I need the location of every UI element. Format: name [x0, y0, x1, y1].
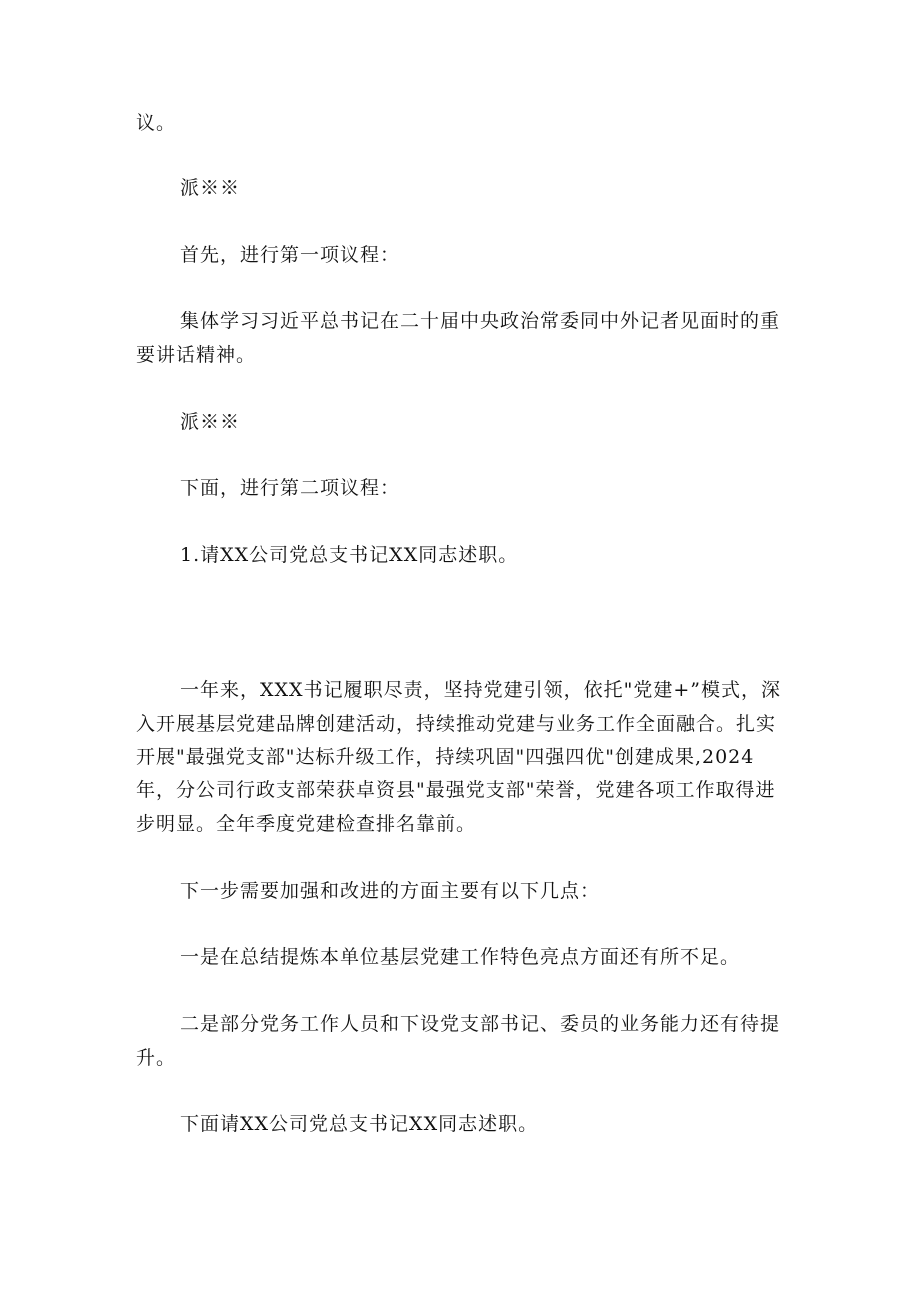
- text-line-6: 派※※: [180, 411, 241, 433]
- text-line-3: 首先，进行第一项议程：: [180, 244, 401, 266]
- text-line-11: 开展"最强党支部"达标升级工作，持续巩固"四强四优"创建成果,2024: [136, 746, 755, 768]
- text-line-18: 下面请XX公司党总支书记XX同志述职。: [180, 1113, 539, 1135]
- text-line-7: 下面，进行第二项议程：: [180, 477, 401, 499]
- text-line-10: 入开展基层党建品牌创建活动，持续推动党建与业务工作全面融合。扎实: [136, 713, 777, 735]
- text-line-2: 派※※: [180, 177, 241, 199]
- text-line-13: 步明显。全年季度党建检查排名靠前。: [136, 813, 477, 835]
- text-line-8: 1.请XX公司党总支书记XX同志述职。: [180, 544, 519, 566]
- text-line-9: 一年来，XXX书记履职尽责，坚持党建引领，依托"党建+”模式，深: [180, 679, 781, 701]
- text-line-15: 一是在总结提炼本单位基层党建工作特色亮点方面还有所不足。: [180, 946, 741, 968]
- text-line-1: 议。: [136, 112, 177, 134]
- text-line-5: 要讲话精神。: [136, 344, 257, 366]
- text-line-16: 二是部分党务工作人员和下设党支部书记、委员的业务能力还有待提: [180, 1013, 781, 1035]
- text-line-17: 升。: [136, 1047, 177, 1069]
- text-line-14: 下一步需要加强和改进的方面主要有以下几点：: [180, 880, 601, 902]
- text-line-4: 集体学习习近平总书记在二十届中央政治常委同中外记者见面时的重: [180, 310, 781, 332]
- text-line-12: 年，分公司行政支部荣获卓资县"最强党支部"荣誉，党建各项工作取得进: [136, 779, 776, 801]
